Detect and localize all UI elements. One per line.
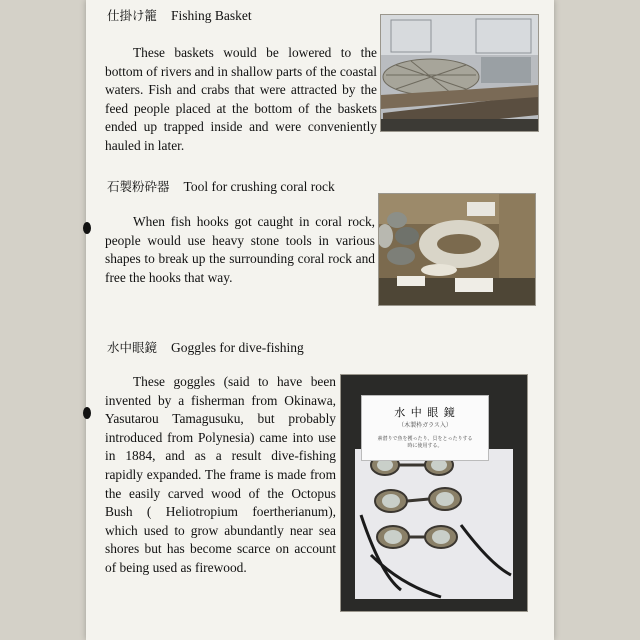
section-text-goggles <box>105 373 336 578</box>
paragraph: When fish hooks got caught in coral rock, people would use heavy stone tools in various shapes to break up the surrounding coral rock and free the hooks that way. <box>105 214 375 285</box>
heading-japanese: 仕掛け籠 <box>107 8 158 23</box>
section-text-coral-tool <box>105 213 375 287</box>
heading-english: Fishing Basket <box>171 8 252 23</box>
sign-title: 水 中 眼 鏡 <box>394 406 456 419</box>
paragraph: These baskets would be lowered to the bottom of rivers and in shallow parts of the coastal waters. Fish and crabs that were attracted by the feed people placed at the bottom of the baskets ended up trapped inside and were conveniently hauled in later. <box>105 45 377 153</box>
sign-caption-line: 時に使用する。 <box>407 443 443 449</box>
section-heading-coral-tool <box>107 177 335 195</box>
heading-japanese: 水中眼鏡 <box>107 340 158 355</box>
paragraph: These goggles (said to have been invented by a fisherman from Okinawa, Yasutarou Tamagusuku, but probably introduced from Polynesia) came into use in 1884, and as a result dive-fishing rapidly expanded. The frame is made from the easily carved wood of the Octopus Bush ( Heliotropium foertherianum), which used to grow abundantly near sea shores but has become scarce on account of being used as firewood. <box>105 374 336 575</box>
section-heading-fishing-basket <box>107 6 252 24</box>
photo-stone-tools <box>378 193 536 306</box>
photo-fishing-basket <box>380 14 539 132</box>
section-text-fishing-basket <box>105 44 377 156</box>
stone-tools-photo-image <box>379 194 535 305</box>
heading-english: Tool for crushing coral rock <box>183 179 335 194</box>
binder-hole <box>83 407 91 419</box>
photo-goggles <box>340 374 528 612</box>
sign-caption-line: 素潜りで魚を獲ったり、貝をとったりする <box>377 436 473 442</box>
section-heading-goggles <box>107 338 304 356</box>
heading-english: Goggles for dive-fishing <box>171 340 304 355</box>
heading-japanese: 石製粉砕器 <box>107 179 170 194</box>
sign-subtitle: （木製枠ガラス入） <box>398 422 452 429</box>
basket-photo-image <box>381 15 538 131</box>
goggles-exhibit-sign <box>361 395 489 461</box>
binder-hole <box>83 222 91 234</box>
